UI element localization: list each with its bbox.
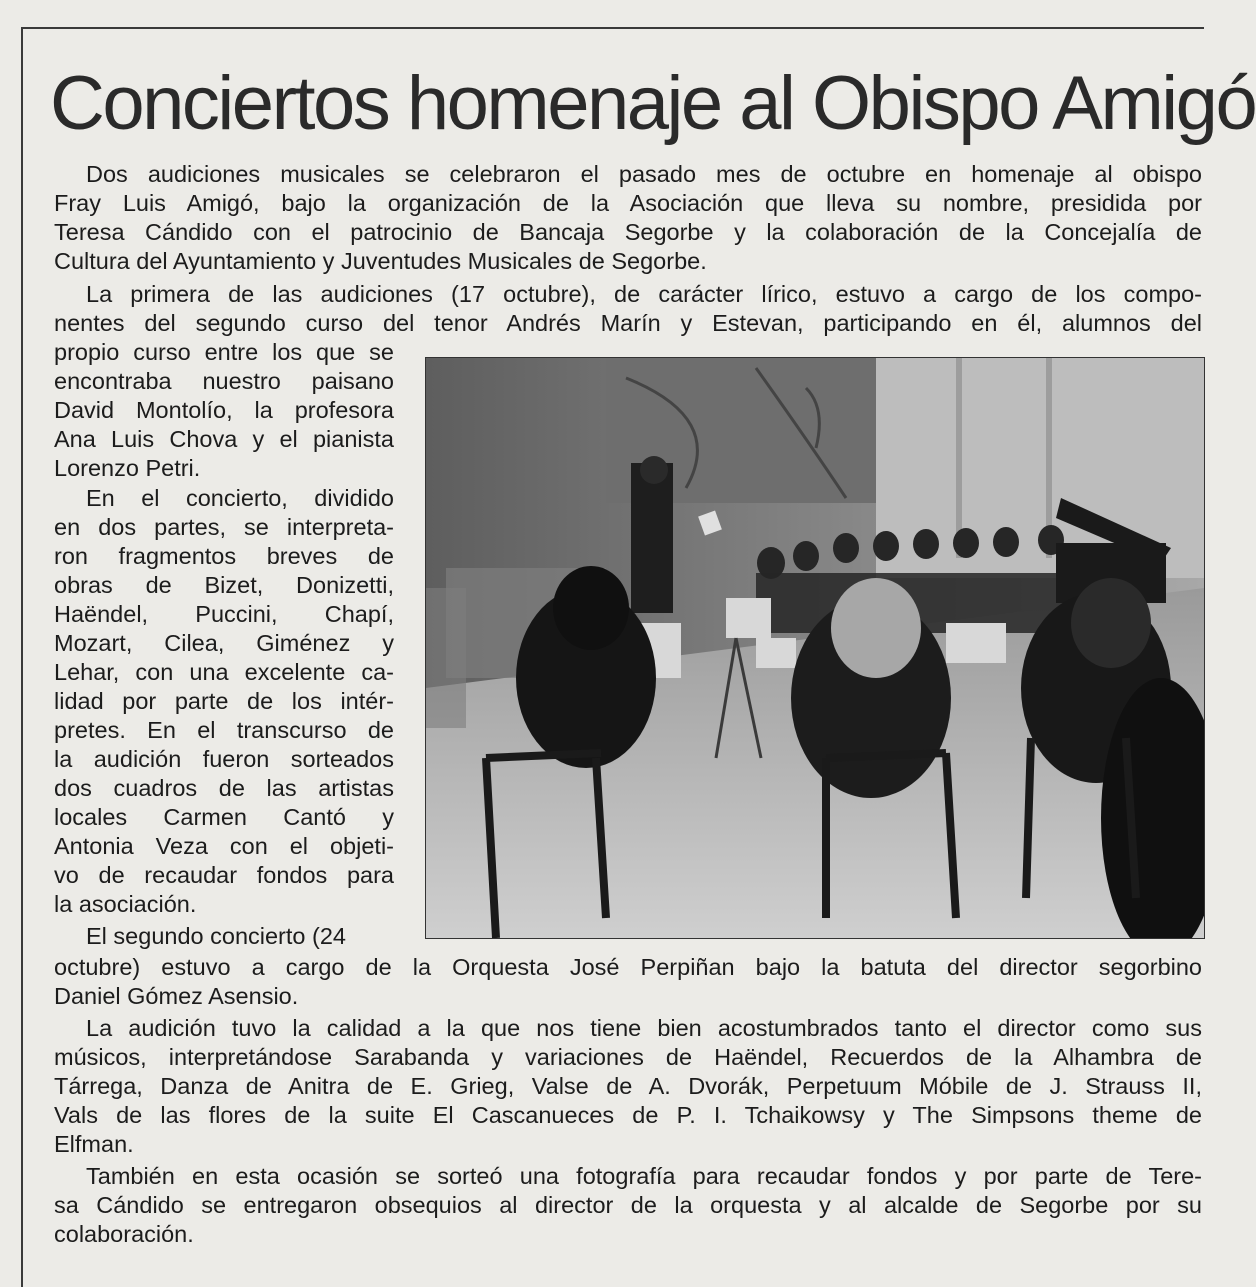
article-text-line: Ana Luis Chova y el pianista [54,426,394,452]
article-text-line: Haëndel, Puccini, Chapí, [54,601,394,627]
article-text-line: locales Carmen Cantó y [54,804,394,830]
article-text-line: Antonia Veza con el objeti- [54,833,394,859]
column-rule [21,27,23,1287]
article-text-line: Cultura del Ayuntamiento y Juventudes Musicales de Segorbe. [54,248,707,274]
article-text-line: la asociación. [54,891,197,917]
article-text-line: Dos audiciones musicales se celebraron el pasado mes de octubre en homenaje al obispo [86,161,1202,187]
article-text-line: Vals de las flores de la suite El Cascanueces de P. I. Tchaikowsy y The Simpsons theme de [54,1102,1202,1128]
article-text-line: Daniel Gómez Asensio. [54,983,299,1009]
article-text-line: Elfman. [54,1131,134,1157]
article-text-line: Mozart, Cilea, Giménez y [54,630,394,656]
article-text-line: Lorenzo Petri. [54,455,201,481]
article-text-line: nentes del segundo curso del tenor Andrés Marín y Estevan, participando en él, alumnos del [54,310,1202,336]
article-text-line: en dos partes, se interpreta- [54,514,394,540]
article-text-line: La audición tuvo la calidad a la que nos tiene bien acostumbrados tanto el director como sus [86,1015,1202,1041]
article-text-line: encontraba nuestro paisano [54,368,394,394]
article-text-line: octubre) estuvo a cargo de la Orquesta José Perpiñan bajo la batuta del director segorbino [54,954,1202,980]
article-text-line: colaboración. [54,1221,194,1247]
article-text-line: lidad por parte de los intér- [54,688,394,714]
article-text-line: Lehar, con una excelente ca- [54,659,394,685]
article-text-line: pretes. En el transcurso de [54,717,394,743]
concert-photo [425,357,1205,939]
article-text-line: Fray Luis Amigó, bajo la organización de la Asociación que lleva su nombre, presidida por [54,190,1202,216]
article-text-line: La primera de las audiciones (17 octubre), de carácter lírico, estuvo a cargo de los compo- [86,281,1202,307]
article-text-line: la audición fueron sorteados [54,746,394,772]
article-text-line: músicos, interpretándose Sarabanda y variaciones de Haëndel, Recuerdos de la Alhambra de [54,1044,1202,1070]
article-text-line: vo de recaudar fondos para [54,862,394,888]
article-text-line: Teresa Cándido con el patrocinio de Bancaja Segorbe y la colaboración de la Concejalía de [54,219,1202,245]
article-text-line: En el concierto, dividido [86,485,394,511]
top-rule [22,27,1204,29]
article-text-line: propio curso entre los que se [54,339,394,365]
article-text-line: obras de Bizet, Donizetti, [54,572,394,598]
article-text-line: ron fragmentos breves de [54,543,394,569]
article-text-line: David Montolío, la profesora [54,397,394,423]
article-text-line: dos cuadros de las artistas [54,775,394,801]
article-text-line: Tárrega, Danza de Anitra de E. Grieg, Valse de A. Dvorák, Perpetuum Móbile de J. Strauss II, [54,1073,1202,1099]
article-text-line: sa Cándido se entregaron obsequios al director de la orquesta y al alcalde de Segorbe por su [54,1192,1202,1218]
article-text-line: El segundo concierto (24 [86,923,346,949]
article-text-line: También en esta ocasión se sorteó una fotografía para recaudar fondos y por parte de Tere- [86,1163,1202,1189]
headline: Conciertos homenaje al Obispo Amigó [50,61,1256,146]
